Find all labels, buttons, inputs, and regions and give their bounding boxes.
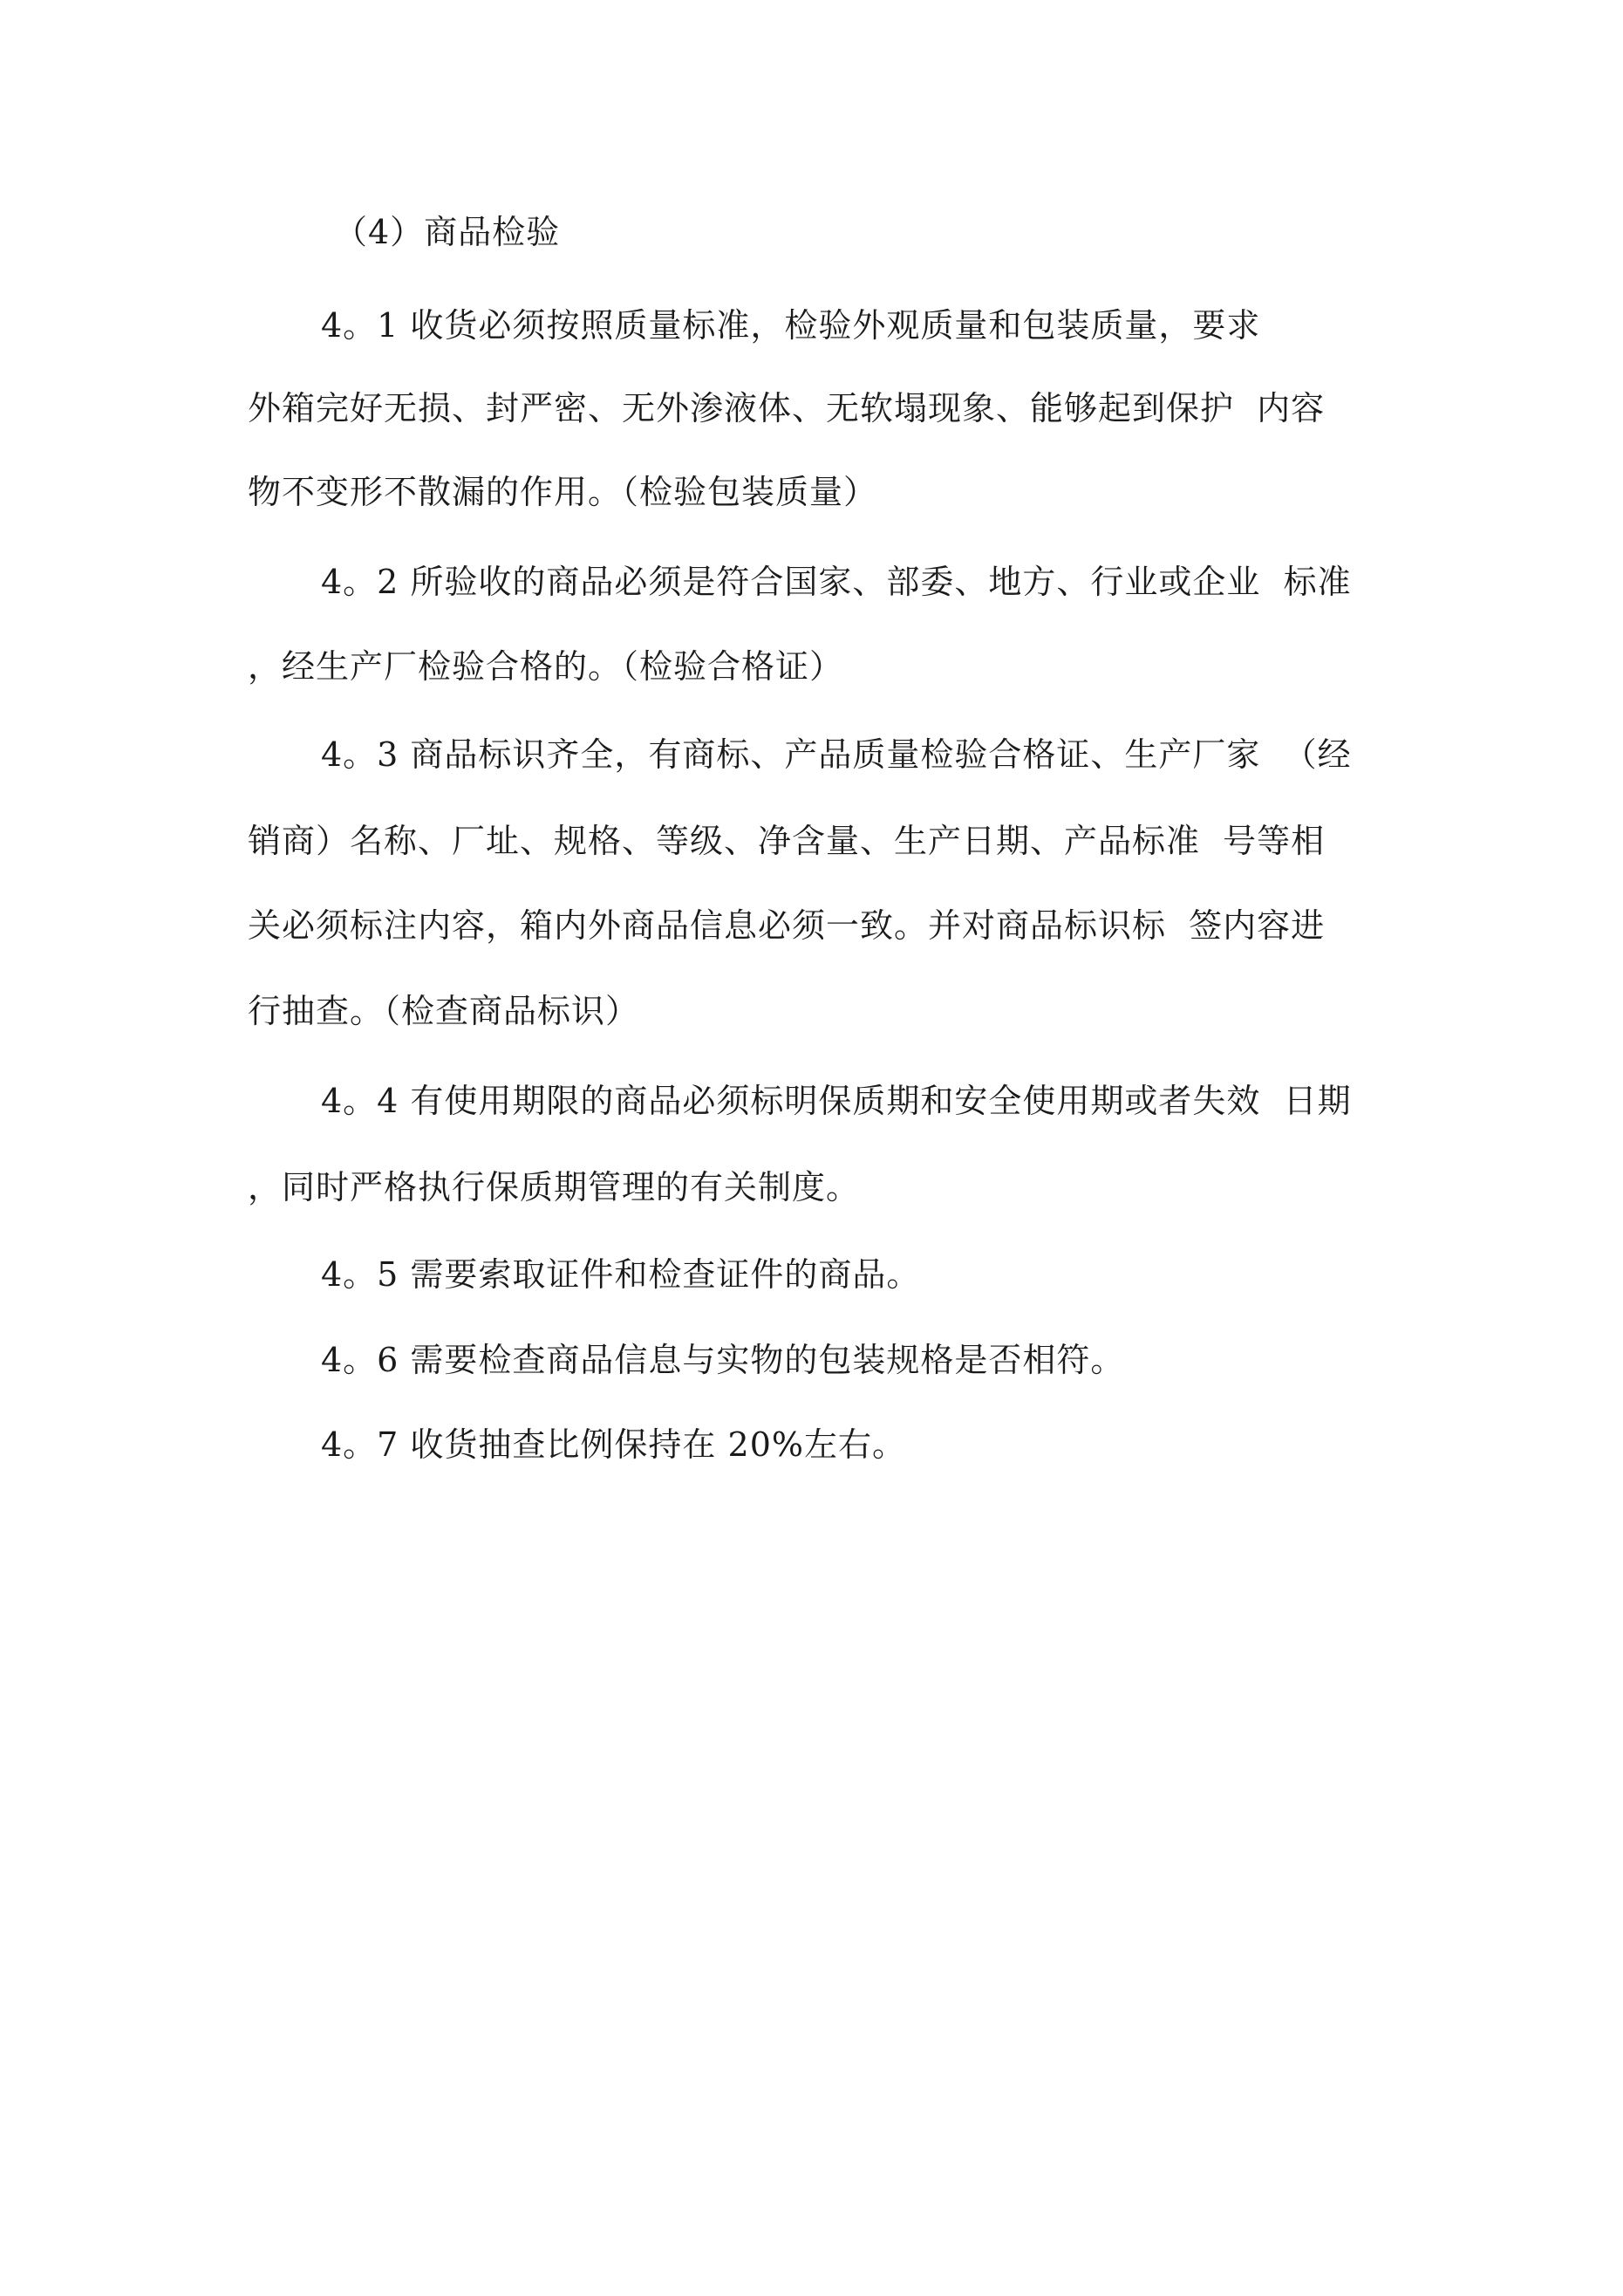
item-4-3-line-4: 行抽查。（检查商品标识）: [248, 992, 640, 1030]
item-4-4-line-2: ，同时严格执行保质期管理的有关制度。: [248, 1168, 861, 1206]
item-4-3-line-1: 4。3 商品标识齐全，有商标、产品质量检验合格证、生产厂家 （经: [321, 735, 1352, 774]
item-4-5-line-1: 4。5 需要索取证件和检查证件的商品。: [321, 1255, 921, 1294]
item-4-2-line-2: ，经生产厂检验合格的。（检验合格证）: [248, 647, 844, 686]
item-4-1-line-1: 4。1 收货必须按照质量标准，检验外观质量和包装质量，要求: [321, 306, 1261, 345]
item-4-1-line-3: 物不变形不散漏的作用。（检验包装质量）: [248, 473, 878, 511]
item-4-3-line-3: 关必须标注内容，箱内外商品信息必须一致。并对商品标识标 签内容进: [248, 906, 1326, 945]
section-heading: （4）商品检验: [334, 213, 561, 251]
item-4-3-line-2: 销商）名称、厂址、规格、等级、净含量、生产日期、产品标准 号等相: [248, 822, 1326, 860]
item-4-7-line-1: 4。7 收货抽查比例保持在 20%左右。: [321, 1425, 906, 1464]
item-4-6-line-1: 4。6 需要检查商品信息与实物的包装规格是否相符。: [321, 1341, 1125, 1379]
item-4-2-line-1: 4。2 所验收的商品必须是符合国家、部委、地方、行业或企业 标准: [321, 563, 1352, 601]
item-4-4-line-1: 4。4 有使用期限的商品必须标明保质期和安全使用期或者失效 日期: [321, 1082, 1352, 1120]
item-4-1-line-2: 外箱完好无损、封严密、无外渗液体、无软塌现象、能够起到保护 内容: [248, 389, 1326, 427]
